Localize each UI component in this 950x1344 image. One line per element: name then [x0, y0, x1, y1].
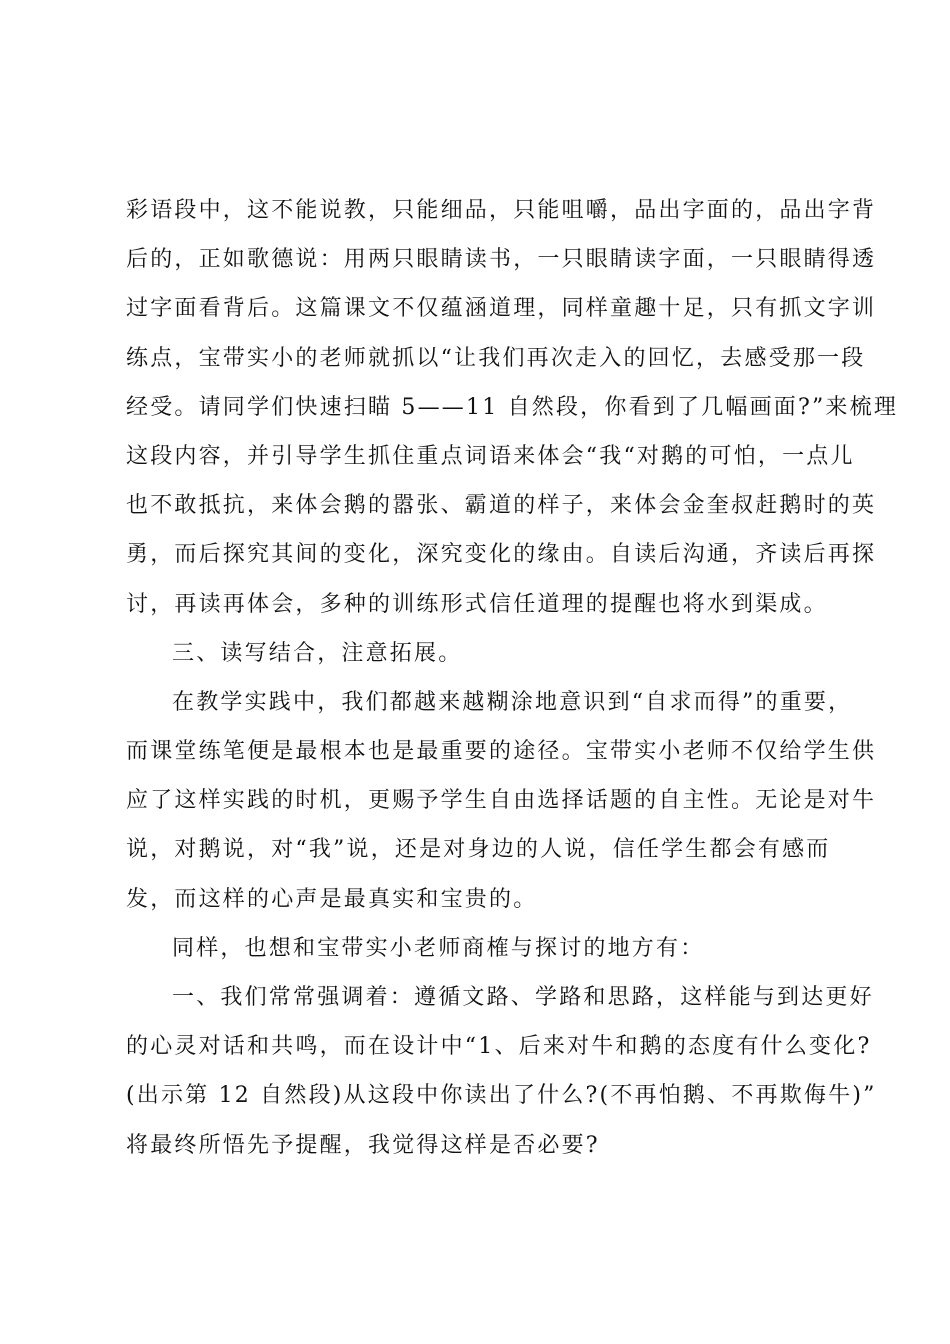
text-line: 发，而这样的心声是最真实和宝贵的。: [126, 886, 538, 912]
text-line: 也不敢抵抗，来体会鹅的嚣张、霸道的样子，来体会金奎叔赶鹅时的英: [126, 493, 877, 519]
text-line: 过字面看背后。这篇课文不仅蕴涵道理，同样童趣十足，只有抓文字训: [126, 296, 877, 322]
text-line: 而课堂练笔便是最根本也是最重要的途径。宝带实小老师不仅给学生供: [126, 739, 877, 765]
text-line: 将最终所悟先予提醒，我觉得这样是否必要?: [126, 1132, 600, 1158]
section-heading: 三、读写结合，注意拓展。: [172, 640, 463, 666]
text-line: 练点，宝带实小的老师就抓以“让我们再次走入的回忆，去感受那一段: [126, 345, 866, 371]
paragraph-first-line: 一、我们常常强调着：遵循文路、学路和思路，这样能与到达更好: [172, 985, 874, 1010]
text-line: (出示第 12 自然段)从这段中你读出了什么?(不再怕鹅、不再欺侮牛)”: [126, 1083, 877, 1109]
text-line: 的心灵对话和共鸣，而在设计中“1、后来对牛和鹅的态度有什么变化?: [126, 1034, 872, 1060]
text-line: 后的，正如歌德说：用两只眼睛读书，一只眼睛读字面，一只眼睛得透: [126, 247, 877, 273]
text-line: 这段内容，并引导学生抓住重点词语来体会“我“对鹅的可怕，一点儿: [126, 443, 855, 469]
text-line: 应了这样实践的时机，更赐予学生自由选择话题的自主性。无论是对牛: [126, 788, 877, 814]
paragraph-first-line: 同样，也想和宝带实小老师商榷与探讨的地方有：: [172, 935, 705, 961]
text-line: 勇，而后探究其间的变化，深究变化的缘由。自读后沟通，齐读后再探: [126, 542, 877, 568]
text-line: 讨，再读再体会，多种的训练形式信任道理的提醒也将水到渠成。: [126, 591, 828, 617]
paragraph-first-line: 在教学实践中，我们都越来越糊涂地意识到“自求而得”的重要，: [172, 689, 853, 715]
text-line: 说，对鹅说，对“我”说，还是对身边的人说，信任学生都会有感而: [126, 837, 831, 863]
text-line: 经受。请同学们快速扫瞄 5——11 自然段，你看到了几幅画面?”来梳理: [126, 394, 899, 420]
text-line: 彩语段中，这不能说教，只能细品，只能咀嚼，品出字面的，品出字背: [126, 198, 877, 223]
body-text: [126, 186, 899, 1170]
